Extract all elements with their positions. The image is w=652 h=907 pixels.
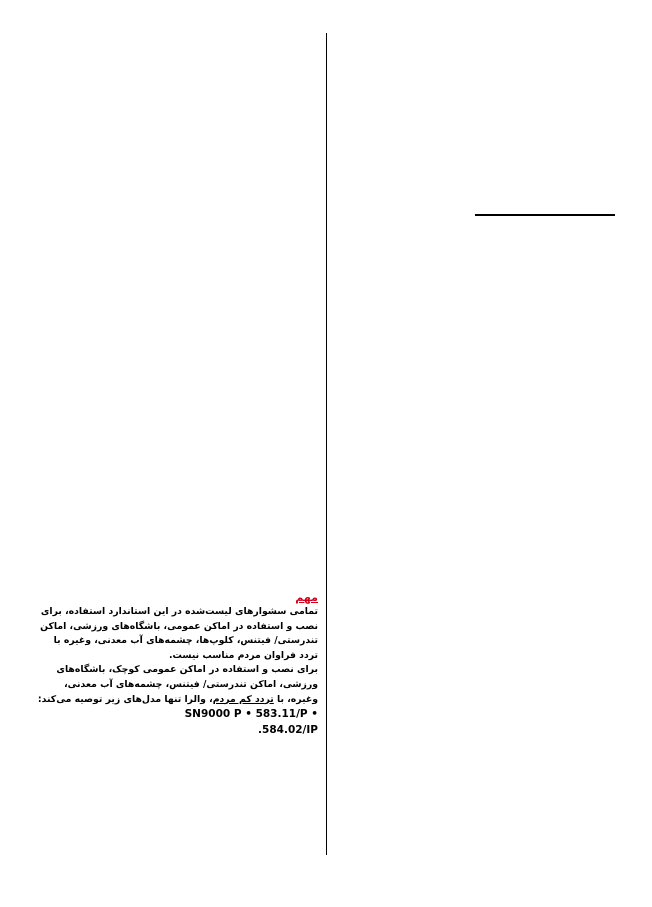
- column-divider: [326, 33, 327, 855]
- notice-paragraph-2-underlined: تردد کم مردم: [212, 693, 274, 705]
- model-list-line-2: .584.02/IP: [258, 723, 318, 736]
- notice-paragraph-2-end: ، والرا تنها مدل‌های زیر توصیه می‌کند:: [37, 693, 213, 705]
- horizontal-rule: [475, 214, 615, 216]
- notice-heading: مهم: [295, 591, 318, 604]
- notice-paragraph-3: [36, 723, 318, 739]
- notice-paragraph-2: [36, 663, 318, 722]
- model-list-line-1: SN9000 P • 583.11/P •: [184, 708, 318, 721]
- notice-paragraph-2-start: برای نصب و استفاده در اماکن عمومی کوچک، باشگاه‌های ورزشی، اماکن تندرستی/ فیتنس، چشمه‌های آب معدنی، وغیره، با: [56, 664, 318, 705]
- important-notice: [36, 590, 318, 738]
- notice-paragraph-1: تمامی سشوارهای لیست‌شده در این استاندارد استفاده، برای نصب و استفاده در اماکن عمومی، باشگاه‌های ورزشی، اماکن تندرستی/ فیتنس، کلوپ‌ها، چشمه‌های آب معدنی، وغیره با تردد فراوان مردم مناسب نیست.: [40, 606, 318, 661]
